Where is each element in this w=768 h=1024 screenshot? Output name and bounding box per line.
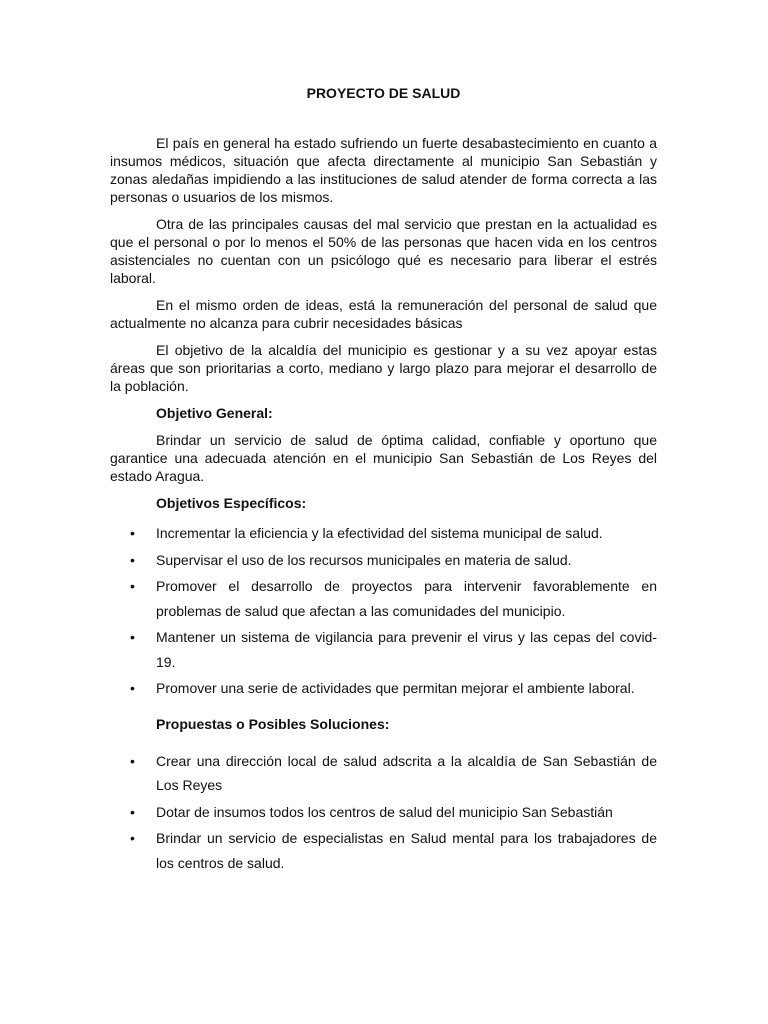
list-item [110, 749, 657, 798]
bullet-icon: • [130, 752, 135, 769]
list-item [110, 676, 657, 701]
paragraph-causes: Otra de las principales causas del mal servicio que prestan en la actualidad es que el personal o por lo menos el 50% de las personas que hacen vida en los centros asistenciales no cuentan con un psicólogo qué es necesario para liberar el estrés laboral. [110, 216, 657, 286]
bullet-icon: • [130, 803, 135, 820]
list-item [110, 574, 657, 623]
general-objective-heading: Objetivo General: [156, 405, 273, 421]
proposals-list [110, 749, 657, 876]
bullet-icon: • [130, 680, 135, 696]
list-item-text: Mantener un sistema de vigilancia para prevenir el virus y las cepas del covid-19. [156, 629, 657, 670]
proposals-heading: Propuestas o Posibles Soluciones: [156, 715, 390, 732]
bullet-icon: • [130, 551, 135, 568]
list-item [110, 521, 657, 546]
list-item [110, 826, 657, 875]
paragraph-intro: El país en general ha estado sufriendo un fuerte desabastecimiento en cuanto a insumos médicos, situación que afecta directamente al municipio San Sebastián y zonas aledañas impidiendo a las instituciones de salud atender de forma correcta a las personas o usuarios de los mismos. [110, 135, 657, 205]
list-item-text: Crear una dirección local de salud adscrita a la alcaldía de San Sebastián de Los Reyes [156, 752, 657, 793]
paragraph-objective: El objetivo de la alcaldía del municipio es gestionar y a su vez apoyar estas áreas que son prioritarias a corto, mediano y largo plazo para mejorar el desarrollo de la población. [110, 342, 657, 394]
list-item-text: Supervisar el uso de los recursos municipales en materia de salud. [156, 551, 572, 568]
list-item-text: Dotar de insumos todos los centros de salud del municipio San Sebastián [156, 803, 613, 820]
list-item-text: Brindar un servicio de especialistas en Salud mental para los trabajadores de los centros de salud. [156, 830, 657, 871]
specific-objectives-heading: Objetivos Específicos: [156, 495, 307, 511]
specific-objectives-list [110, 521, 657, 701]
list-item [110, 548, 657, 573]
list-item-text: Promover el desarrollo de proyectos para intervenir favorablemente en problemas de salud que afectan a las comunidades del municipio. [156, 578, 657, 619]
list-item-text: Incrementar la eficiencia y la efectividad del sistema municipal de salud. [156, 525, 603, 541]
paragraph-remuneration: En el mismo orden de ideas, está la remuneración del personal de salud que actualmente no alcanza para cubrir necesidades básicas [110, 297, 657, 331]
list-item [110, 625, 657, 674]
list-item [110, 800, 657, 825]
bullet-icon: • [130, 830, 135, 846]
bullet-icon: • [130, 525, 135, 541]
document-page [110, 84, 657, 877]
bullet-icon: • [130, 629, 135, 645]
general-objective-text: Brindar un servicio de salud de óptima calidad, confiable y oportuno que garantice una adecuada atención en el municipio San Sebastián de Los Reyes del estado Aragua. [110, 432, 657, 484]
list-item-text: Promover una serie de actividades que permitan mejorar el ambiente laboral. [156, 680, 635, 696]
bullet-icon: • [130, 578, 135, 594]
document-title: PROYECTO DE SALUD [306, 85, 461, 101]
